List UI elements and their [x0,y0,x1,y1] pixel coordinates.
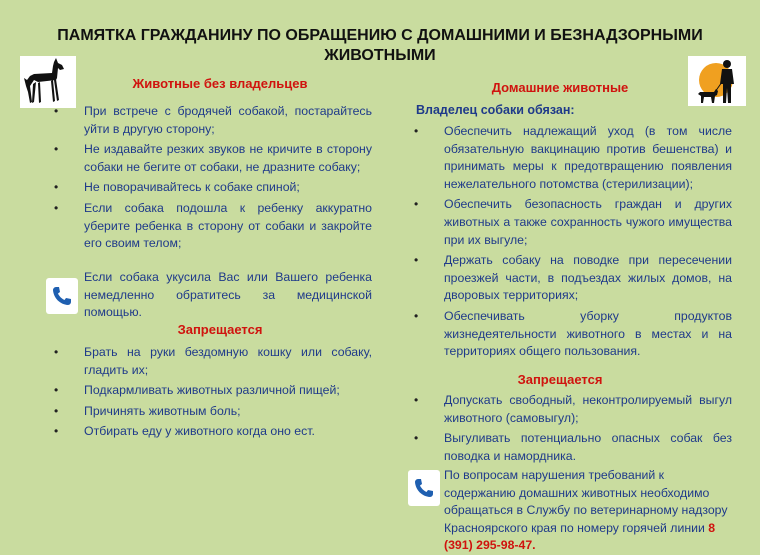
list-item: • При встрече с бродячей собакой, постарайтесь уйти в другую сторону; [54,103,372,138]
left-forbidden-list [54,344,372,444]
hotline-text: По вопросам нарушения требований к содержанию домашних животных необходимо обращаться в Службу по ветеринарному надзору Красноярского края по номеру горячей линии [444,468,728,535]
left-heading: Животные без владельцев [132,76,308,91]
title-line-1: ПАМЯТКА ГРАЖДАНИНУ ПО ОБРАЩЕНИЮ С ДОМАШНИМИ И БЕЗНАДЗОРНЫМИ [57,27,703,44]
left-contact-text: Если собака укусила Вас или Вашего ребенка немедленно обратитесь за медицинской помощью. [84,270,372,320]
right-heading: Домашние животные [491,80,629,95]
right-forbidden-heading: Запрещается [517,372,603,387]
dog-silhouette-icon [20,56,76,108]
list-item: • Причинять животным боль; [54,403,372,421]
list-item: • Не поворачивайтесь к собаке спиной; [54,179,372,197]
list-item: • Обеспечить безопасность граждан и других животных а также сохранность чужого имущества при их выгуле; [414,196,732,249]
list-item: • Отбирать еду у животного когда оно ест. [54,423,372,441]
right-contact-text [444,467,734,555]
left-phone-box [46,278,78,314]
dog-image [20,56,76,108]
list-item: • Подкармливать животных различной пищей; [54,382,372,400]
left-advice-list [54,103,372,256]
list-item: • Не издавайте резких звуков не кричите в сторону собаки не бегите от собаки, не дразните собаку; [54,141,372,176]
right-phone-box [408,470,440,506]
owner-with-dog-icon [688,56,746,106]
list-item: • Выгуливать потенциально опасных собак без поводка и намордника. [414,430,732,465]
owner-image [688,56,746,106]
list-item: • Брать на руки бездомную кошку или собаку, гладить их; [54,344,372,379]
phone-icon [50,284,74,308]
phone-icon [412,476,436,500]
title-line-2: ЖИВОТНЫМИ [324,47,436,64]
list-item: • Если собака подошла к ребенку аккуратно уберите ребенка в сторону от собаки и закройте его своим телом; [54,200,372,253]
right-subheading: Владелец собаки обязан: [416,103,575,117]
list-item: • Обеспечить надлежащий уход (в том числе обязательную вакцинацию против бешенства) и принимать меры к предотвращению появления нежелательного потомства (стерилизации); [414,123,732,193]
right-duties-list [414,123,732,364]
hotline-number: 8 (391) 295-98-47. [444,520,716,553]
list-item: • Допускать свободный, неконтролируемый выгул животного (самовыгул); [414,392,732,427]
page-title [0,26,760,66]
list-item: • Обеспечивать уборку продуктов жизнедеятельности животного в местах и на территориях общего пользования. [414,308,732,361]
list-item: • Держать собаку на поводке при пересечении проезжей части, в подъездах жилых домов, на дворовых территориях; [414,252,732,305]
left-forbidden-heading: Запрещается [177,322,263,337]
right-forbidden-list [414,392,732,468]
